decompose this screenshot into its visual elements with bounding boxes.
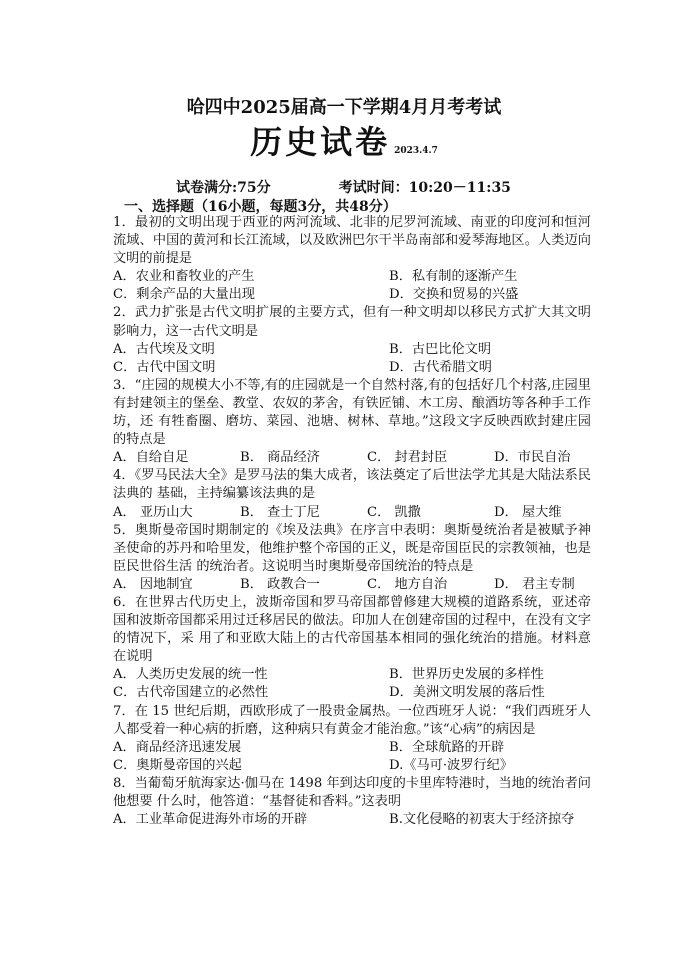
option: C．古代帝国建立的必然性 — [113, 685, 269, 701]
option: C．剩余产品的大量出现 — [113, 287, 255, 303]
option: D． 屋大维 — [494, 504, 562, 520]
question-stem: 5．奥斯曼帝国时期制定的《埃及法典》在序言中表明：奥斯曼统治者是被赋予神圣使命的苏丹和哈里发，他维护整个帝国的正义，既是帝国臣民的宗教领袖，也是臣民世俗生活 的统治者。这说明当时奥斯曼帝国统治的特点是 — [113, 522, 591, 574]
question-stem: 4．《罗马民法大全》是罗马法的集大成者，该法奠定了后世法学尤其是大陆法系民法典的 基础，主持编纂该法典的是 — [113, 468, 591, 502]
question-stem: 6．在世界古代历史上，波斯帝国和罗马帝国都曾修建大规模的道路系统，亚述帝国和波斯帝国都采用过迁移居民的做法。印加人在创建帝国的过程中，在没有文字的情况下，采 用了和亚欧大陆上的古代帝国基本相同的强化统治的措施。材料意在说明 — [113, 594, 591, 665]
options — [113, 811, 591, 829]
option: B． 政教合一 — [240, 576, 320, 592]
exam-meta — [176, 177, 511, 197]
options — [113, 341, 591, 377]
option: A． 亚历山大 — [113, 504, 193, 520]
option: D．美洲文明发展的落后性 — [389, 685, 545, 701]
question-stem: 3．“庄园的规模大小不等,有的庄园就是一个自然村落,有的包括好几个村落,庄园里有封建领主的堡垒、教堂、农奴的茅舍，有铁匠铺、木工房、酿酒坊等各种手工作坊，还 有牲畜圈、磨坊、菜园、池塘、树林、草地。”这段文字反映西欧封建庄园的特点是 — [113, 377, 591, 448]
options — [113, 268, 591, 304]
option: C． 凯撒 — [367, 504, 421, 520]
question-stem: 1．最初的文明出现于西亚的两河流域、北非的尼罗河流域、南亚的印度河和恒河流域、中国的黄河和长江流域，以及欧洲巴尔干半岛南部和爱琴海地区。人类迈向文明的前提是 — [113, 215, 591, 267]
subject-heading — [0, 117, 688, 163]
option: A．自给自足 — [113, 450, 189, 466]
subject-title: 历史试卷 — [250, 123, 391, 161]
section-heading: 一、选择题（16小题，每题3分，共48分） — [124, 199, 397, 215]
option: A． 因地制宜 — [113, 576, 193, 592]
option: D.《马可·波罗行纪》 — [389, 757, 513, 773]
option: C．古代中国文明 — [113, 359, 216, 375]
option: C． 封君封臣 — [367, 450, 448, 466]
option: A．人类历史发展的统一性 — [113, 667, 268, 683]
option: C． 地方自治 — [367, 576, 448, 592]
option: D．古代希腊文明 — [389, 359, 492, 375]
full-score: 试卷满分:75分 — [176, 180, 271, 196]
question-stem: 2．武力扩张是古代文明扩展的主要方式，但有一种文明却以移民方式扩大其文明影响力，这一古代文明是 — [113, 305, 591, 339]
options — [113, 504, 591, 522]
option: C．奥斯曼帝国的兴起 — [113, 757, 242, 773]
exam-time: 考试时间：10:20－11:35 — [338, 180, 511, 196]
option: B． 商品经济 — [240, 450, 320, 466]
option: A．古代埃及文明 — [113, 341, 215, 357]
option: D．交换和贸易的兴盛 — [389, 287, 519, 303]
options — [113, 576, 591, 594]
exam-title: 哈四中2025届高一下学期4月月考考试 — [186, 97, 502, 118]
options — [113, 739, 591, 775]
exam-date: 2023.4.7 — [394, 146, 438, 156]
option: B.文化侵略的初衷大于经济掠夺 — [389, 812, 575, 828]
option: B．古巴比伦文明 — [389, 341, 492, 357]
options — [113, 666, 591, 702]
question-stem: 7．在 15 世纪后期，西欧形成了一股贵金属热。一位西班牙人说：“我们西班牙人人都受着一种心病的折磨，这种病只有黄金才能治愈。”该“心病”的病因是 — [113, 703, 591, 737]
option: D．市民自治 — [494, 450, 571, 466]
option: B．私有制的逐渐产生 — [389, 269, 518, 285]
option: A．工业革命促进海外市场的开辟 — [113, 812, 308, 828]
option: B．世界历史发展的多样性 — [389, 667, 544, 683]
option: A．商品经济迅速发展 — [113, 739, 242, 755]
options — [113, 449, 591, 467]
question-list — [113, 214, 591, 829]
option: B．全球航路的开辟 — [389, 739, 505, 755]
option: A．农业和畜牧业的产生 — [113, 269, 255, 285]
option: D． 君主专制 — [494, 576, 575, 592]
question-stem: 8．当葡萄牙航海家达·伽马在 1498 年到达印度的卡里库特港时，当地的统治者问他想要 什么时，他答道：“基督徒和香料。”这表明 — [113, 775, 591, 809]
option: B． 查士丁尼 — [240, 504, 320, 520]
